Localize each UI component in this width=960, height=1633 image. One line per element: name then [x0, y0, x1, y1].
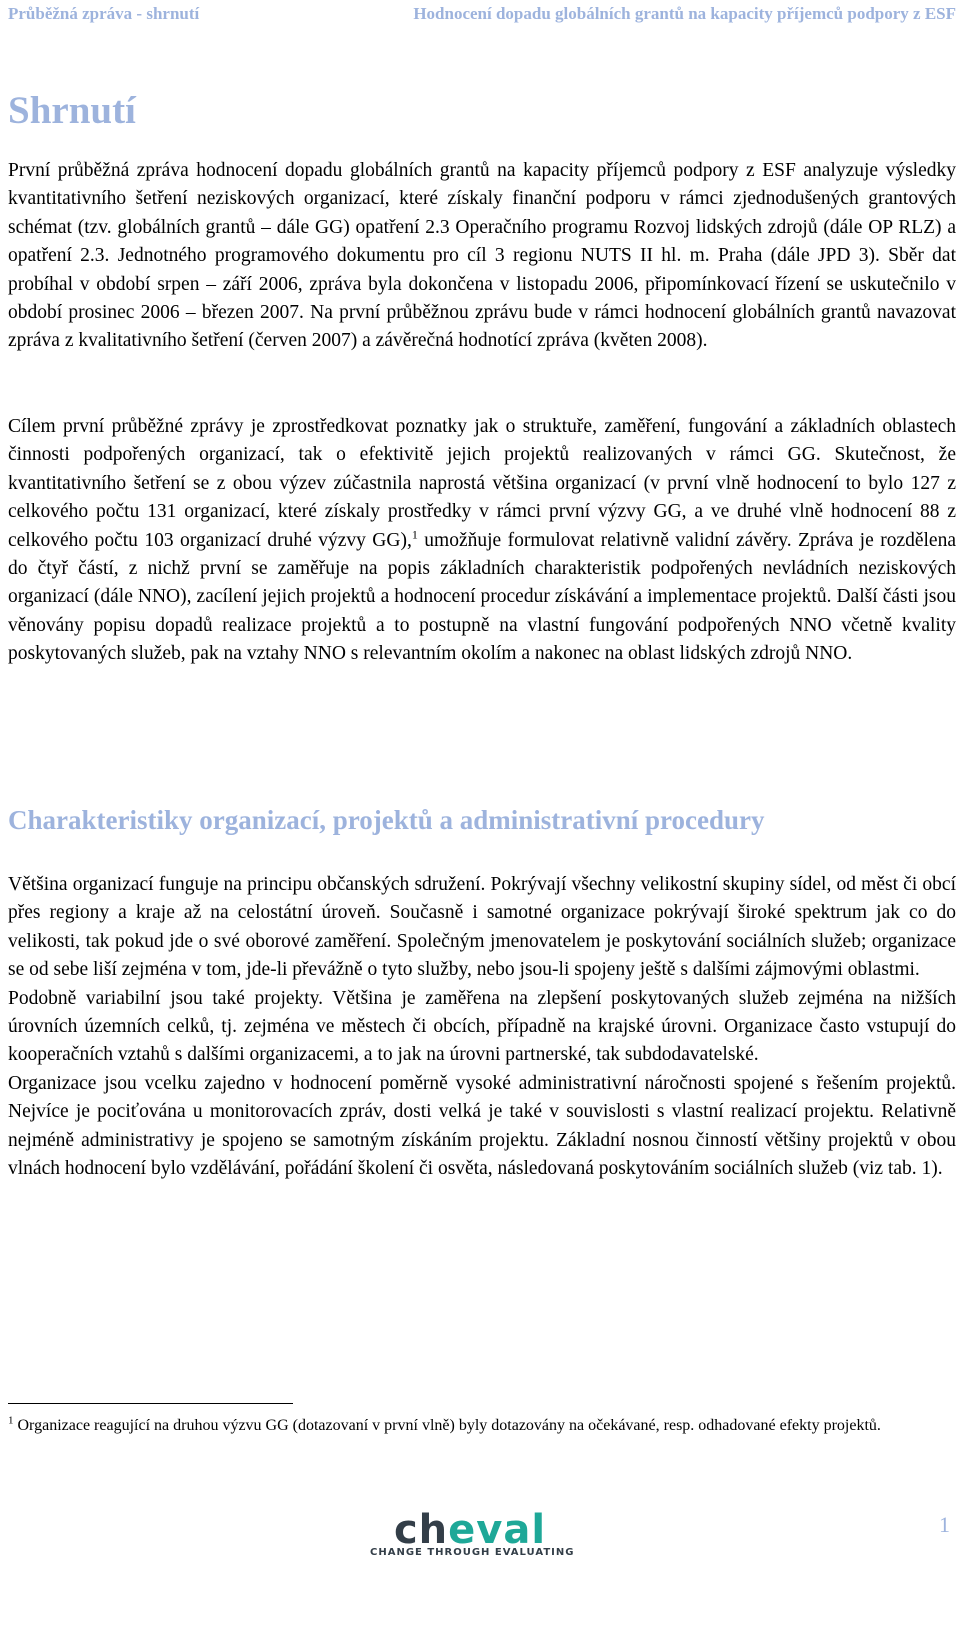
section-paragraph-2: Podobně variabilní jsou také projekty. Většina je zaměřena na zlepšení poskytovaných služeb zejména na nižších úrovních územních celků, tj. zejména ve městech či obcích, případně na krajské úrovni. Organizace často vstupují do kooperačních vztahů s dalšími organizacemi, a to jak na úrovni partnerské, tak subdodavatelské.: [8, 987, 956, 1066]
header-right: Hodnocení dopadu globálních grantů na kapacity příjemců podpory z ESF: [413, 4, 956, 23]
footnote-text: Organizace reagující na druhou výzvu GG (dotazovaní v první vlně) byly dotazovány na očekávané, resp. odhadované efekty projektů.: [13, 1417, 881, 1434]
intro-block-2: [8, 413, 956, 669]
logo-word-ch: ch: [393, 1507, 449, 1553]
logo-tagline: CHANGE THROUGH EVALUATING: [370, 1547, 575, 1558]
section-heading: Charakteristiky organizací, projektů a administrativní procedury: [8, 805, 765, 835]
page-number: 1: [939, 1512, 950, 1537]
section-1-block: [8, 871, 956, 1183]
footnote-number: 1: [8, 1414, 14, 1427]
section-paragraph-3: Organizace jsou vcelku zajedno v hodnocení poměrně vysoké administrativní náročnosti spojené s řešením projektů. Nejvíce je pociťována u monitorovacích zpráv, dosti velká je také v souvislosti s vlastní realizací projektu. Relativně nejméně administrativy je spojeno se samotným získáním projektu. Základní nosnou činností většiny projektů v obou vlnách hodnocení bylo vzdělávání, pořádání školení či osvěta, následovaná poskytováním sociálních služeb (viz tab. 1).: [8, 1072, 956, 1180]
intro-paragraph-2-part-a: Cílem první průběžné zprávy je zprostředkovat poznatky jak o struktuře, zaměření, fungování a základních oblastech činnosti podpořených organizací, tak o efektivitě jejich projektů realizovaných v rámci GG. Skutečnost, že kvantitativního šetření se z obou výzev zúčastnila naprostá většina organizací (v první vlně hodnocení to bylo 127 z celkového počtu 131 organizací, které získaly prostředky v rámci první výzvy GG, a ve druhé vlně hodnocení 88 z celkového počtu 103 organizací druhé výzvy GG),: [8, 416, 956, 551]
footnote-reference[interactable]: 1: [411, 527, 418, 542]
intro-paragraph-1: První průběžná zpráva hodnocení dopadu globálních grantů na kapacity příjemců podpory z ESF analyzuje výsledky kvantitativního šetření neziskových organizací, které získaly finanční podporu v rámci zjednodušených grantových schémat (tzv. globálních grantů – dále GG) opatření 2.3 Operačního programu Rozvoj lidských zdrojů (dále OP RLZ) a opatření 2.3. Jednotného programového dokumentu pro cíl 3 regionu NUTS II hl. m. Praha (dále JPD 3). Sběr dat probíhal v období srpen – září 2006, zpráva byla dokončena v listopadu 2006, připomínkovací řízení se uskutečnilo v období prosinec 2006 – březen 2007. Na první průběžnou zprávu bude v rámci hodnocení globálních grantů navazovat zpráva z kvalitativního šetření (červen 2007) a závěrečná hodnotící zpráva (květen 2008).: [8, 160, 956, 352]
page-title: Shrnutí: [8, 89, 136, 132]
section-paragraph-1: Většina organizací funguje na principu občanských sdružení. Pokrývají všechny velikostní skupiny sídel, od měst či obcí přes regiony a kraje až na celostátní úroveň. Současně i samotné organizace pokrývají široké spektrum jak co do velikosti, tak pokud jde o své oborové zaměření. Společným jmenovatelem je poskytování sociálních služeb; organizace se od sebe liší zejména v tom, jde-li převážně o tyto služby, nebo jsou-li spojeny ještě s dalšími zájmovými oblastmi.: [8, 874, 956, 981]
footnote-divider: [8, 1403, 293, 1404]
intro-block: [8, 157, 956, 356]
intro-paragraph-2: [8, 413, 956, 669]
footnote: [8, 1414, 956, 1438]
header-left: Průběžná zpráva - shrnutí: [8, 4, 200, 23]
running-header: [8, 4, 956, 28]
cheval-logo: [370, 1505, 575, 1633]
logo-word-eval: eval: [448, 1507, 547, 1553]
intro-paragraph-2-part-b: umožňuje formulovat relativně validní závěry. Zpráva je rozdělena do čtyř částí, z nichž první se zaměřuje na popis základních charakteristik podpořených nevládních neziskových organizací (dále NNO), zacílení jejich projektů a hodnocení procedur získávání a implementace projektů. Další části jsou věnovány popisu dopadů realizace projektů a to postupně na vlastní fungování podpořených NNO včetně kvality poskytovaných služeb, pak na vztahy NNO s relevantním okolím a nakonec na oblast lidských zdrojů NNO.: [8, 529, 956, 665]
